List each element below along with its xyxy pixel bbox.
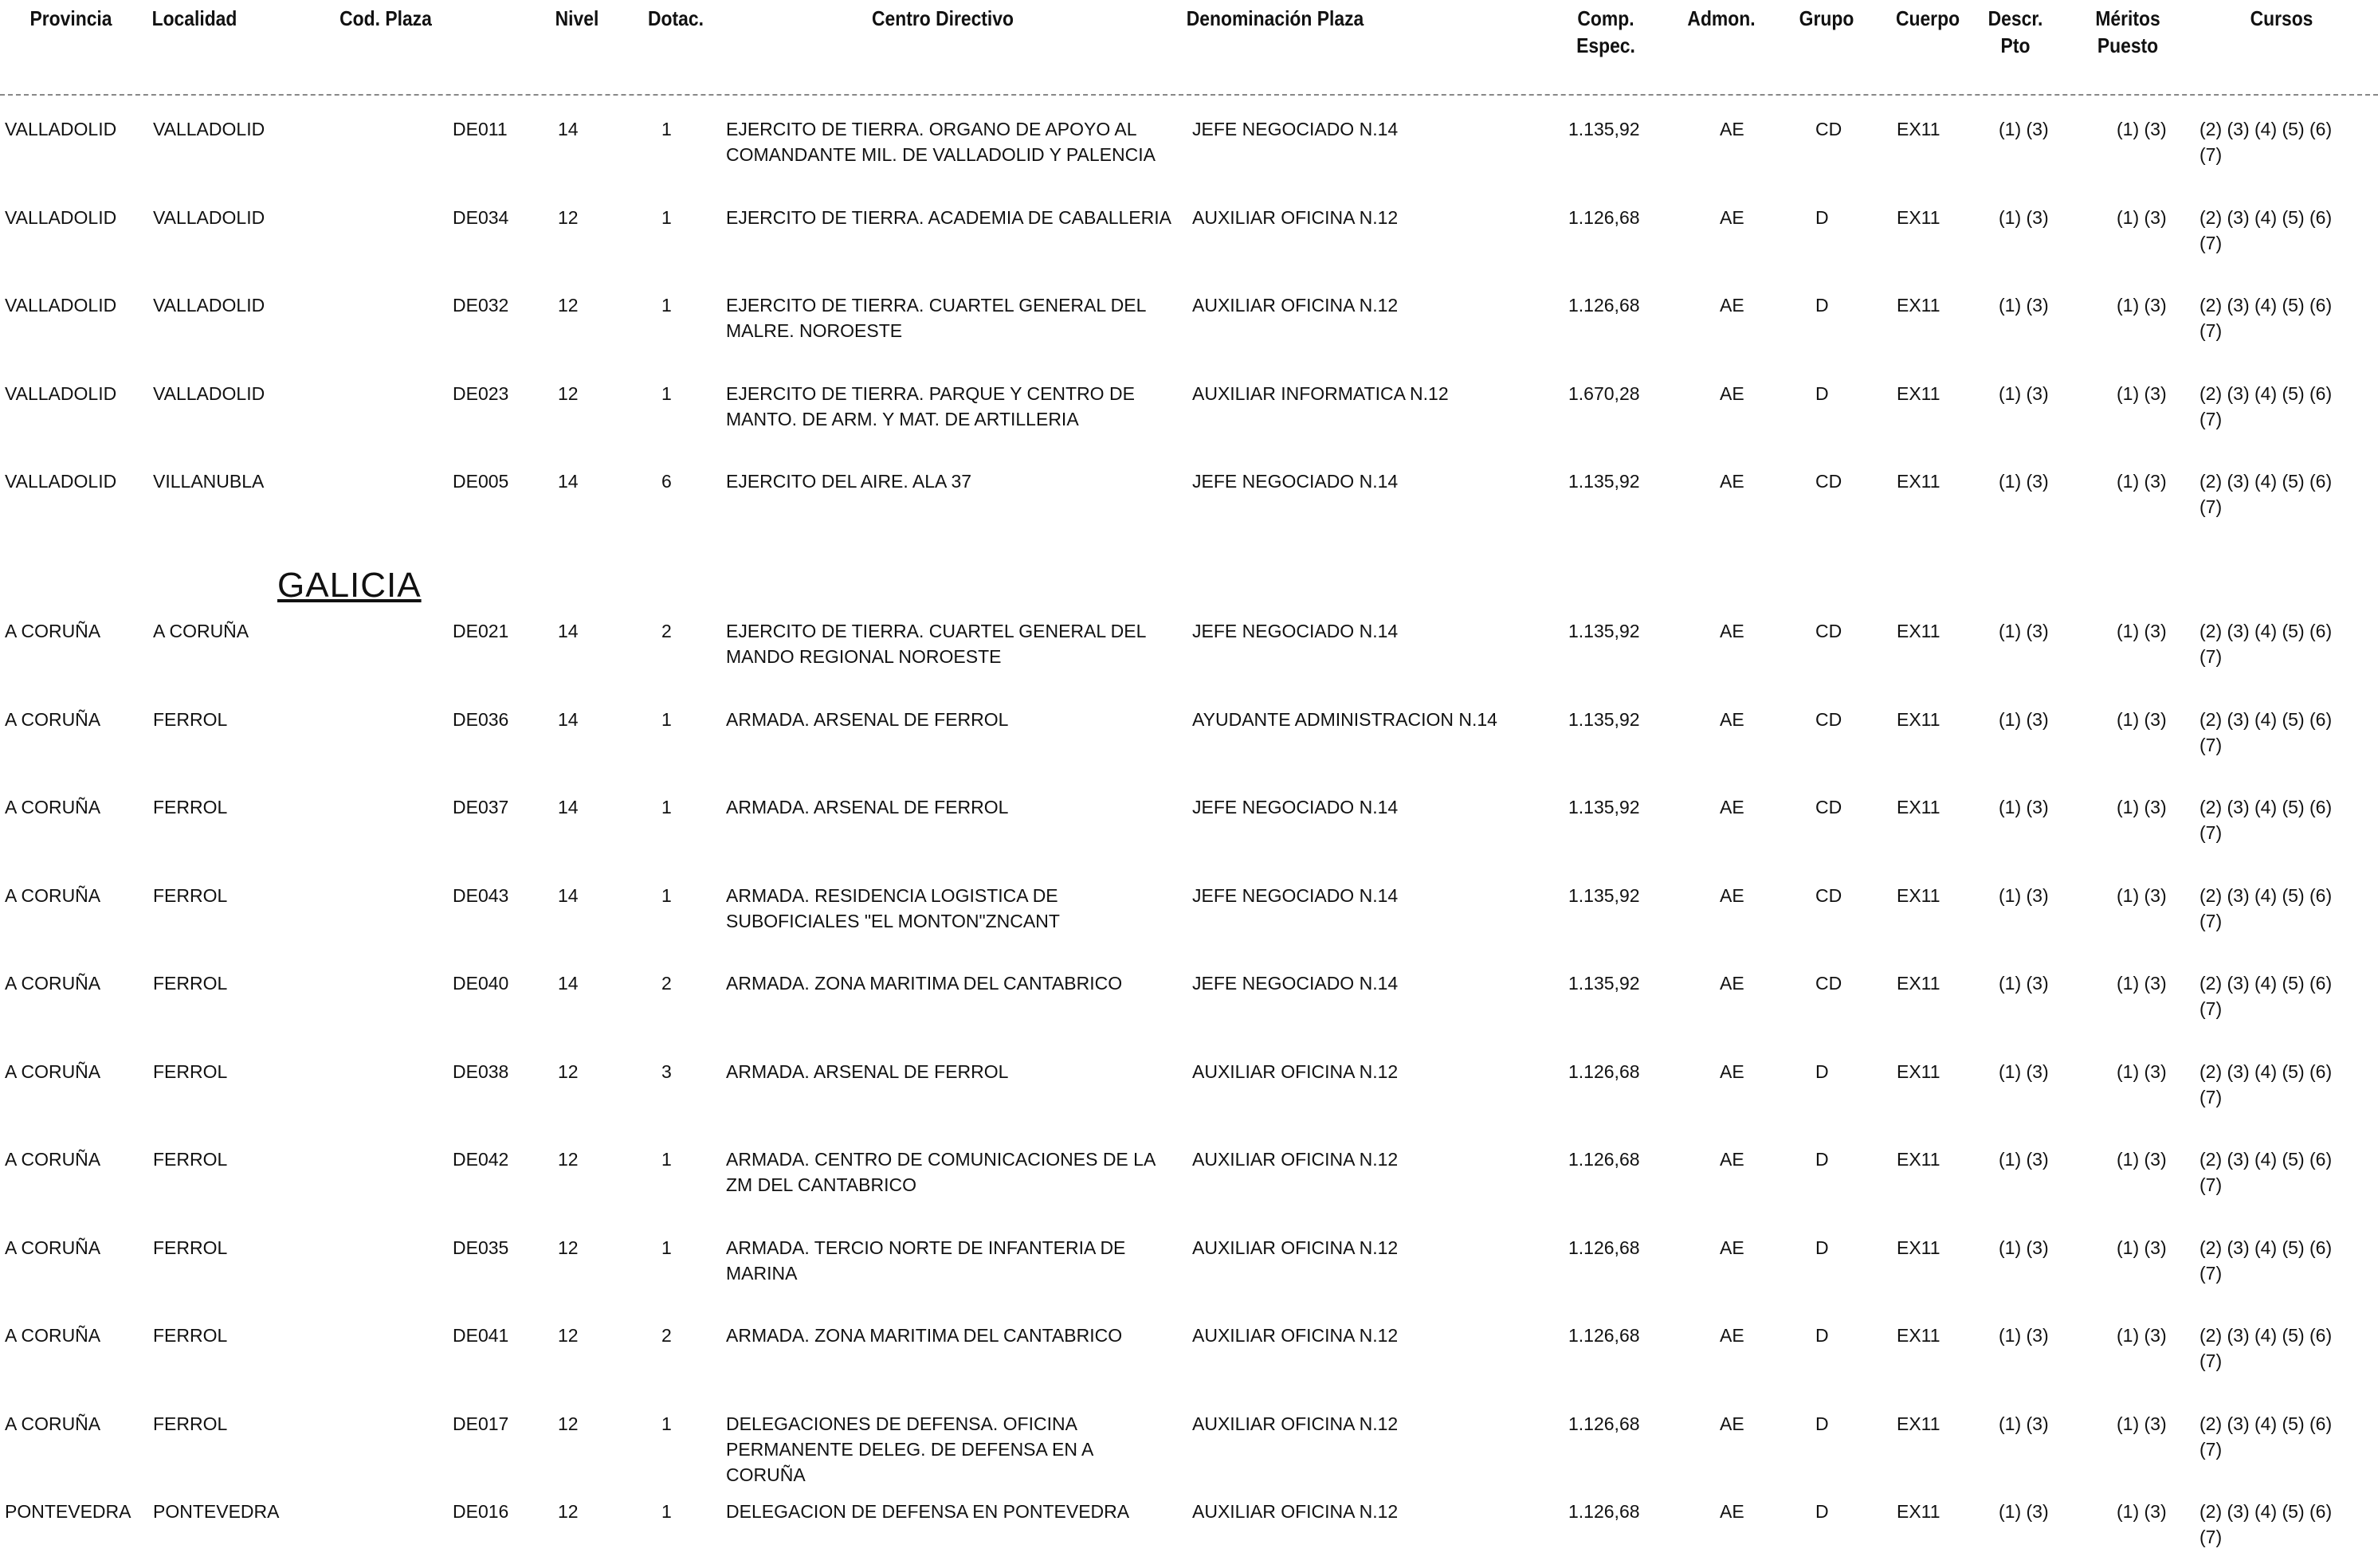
cell-descr-pto: (1) (3) <box>1999 1413 2049 1434</box>
cell-comp-espec: 1.126,68 <box>1568 1060 1640 1082</box>
cell-descr-pto: (1) (3) <box>1999 884 2049 906</box>
cell-provincia: VALLADOLID <box>5 471 117 492</box>
cell-cod-plaza: DE017 <box>453 1413 509 1434</box>
cell-provincia: A CORUÑA <box>5 884 101 906</box>
cell-meritos-puesto: (1) (3) <box>2117 973 2167 994</box>
cell-cuerpo: EX11 <box>1897 797 1940 817</box>
cell-meritos-puesto: (1) (3) <box>2117 884 2167 906</box>
cell-grupo: CD <box>1815 621 1842 641</box>
cell-nivel: 14 <box>558 119 579 139</box>
cell-cod-plaza: DE011 <box>453 119 508 139</box>
cell-admon: AE <box>1720 382 1744 404</box>
table-header <box>0 5 2378 61</box>
cell-centro-directivo: EJERCITO DE TIERRA. PARQUE Y CENTRO DE MANTO. DE ARM. Y MAT. DE ARTILLERIA <box>726 382 1135 429</box>
table-row <box>0 1059 2378 1110</box>
cell-provincia: A CORUÑA <box>5 621 101 641</box>
cell-denominacion-plaza: AYUDANTE ADMINISTRACION N.14 <box>1192 708 1497 730</box>
header-meritos-puesto: Méritos Puesto <box>2095 6 2160 57</box>
cell-dotac: 1 <box>661 119 672 139</box>
cell-provincia: A CORUÑA <box>5 1325 101 1346</box>
cell-centro-directivo: ARMADA. ARSENAL DE FERROL <box>726 708 1009 730</box>
table-row <box>0 1235 2378 1286</box>
cell-grupo: CD <box>1815 708 1842 730</box>
header-divider <box>0 94 2378 96</box>
cell-descr-pto: (1) (3) <box>1999 1501 2049 1522</box>
header-cursos: Cursos <box>2250 6 2313 30</box>
cell-provincia: A CORUÑA <box>5 708 101 730</box>
cell-cuerpo: EX11 <box>1897 1060 1940 1082</box>
cell-cursos: (2) (3) (4) (5) (6) (7) <box>2199 1501 2333 1547</box>
cell-grupo: CD <box>1815 973 1842 994</box>
header-localidad: Localidad <box>151 6 237 30</box>
header-provincia: Provincia <box>29 6 112 30</box>
cell-cursos: (2) (3) (4) (5) (6) (7) <box>2199 1149 2333 1195</box>
cell-provincia: VALLADOLID <box>5 382 117 404</box>
cell-admon: AE <box>1720 1060 1744 1082</box>
cell-cod-plaza: DE021 <box>453 621 509 641</box>
cell-comp-espec: 1.126,68 <box>1568 1325 1640 1346</box>
cell-cod-plaza: DE023 <box>453 382 509 404</box>
cell-dotac: 1 <box>661 1413 672 1434</box>
cell-nivel: 12 <box>558 1413 579 1434</box>
header-cuerpo: Cuerpo <box>1895 6 1960 30</box>
cell-denominacion-plaza: JEFE NEGOCIADO N.14 <box>1192 119 1399 139</box>
cell-cuerpo: EX11 <box>1897 382 1940 404</box>
cell-meritos-puesto: (1) (3) <box>2117 206 2167 228</box>
cell-grupo: D <box>1815 1149 1829 1170</box>
cell-cuerpo: EX11 <box>1897 119 1940 139</box>
cell-nivel: 12 <box>558 1237 579 1258</box>
cell-grupo: D <box>1815 1325 1829 1346</box>
cell-comp-espec: 1.126,68 <box>1568 206 1640 228</box>
cell-cod-plaza: DE005 <box>453 471 509 492</box>
cell-provincia: A CORUÑA <box>5 1413 101 1434</box>
cell-grupo: D <box>1815 295 1829 316</box>
cell-denominacion-plaza: JEFE NEGOCIADO N.14 <box>1192 471 1399 492</box>
cell-admon: AE <box>1720 1325 1744 1346</box>
cell-comp-espec: 1.135,92 <box>1568 884 1640 906</box>
cell-meritos-puesto: (1) (3) <box>2117 119 2167 139</box>
cell-cursos: (2) (3) (4) (5) (6) (7) <box>2199 708 2333 755</box>
header-comp-espec: Comp. Espec. <box>1576 6 1635 57</box>
table-row <box>0 292 2378 343</box>
table-row <box>0 707 2378 758</box>
cell-denominacion-plaza: AUXILIAR OFICINA N.12 <box>1192 206 1399 228</box>
cell-denominacion-plaza: JEFE NEGOCIADO N.14 <box>1192 973 1399 994</box>
table-row <box>0 1499 2378 1550</box>
cell-cursos: (2) (3) (4) (5) (6) (7) <box>2199 1413 2333 1460</box>
cell-meritos-puesto: (1) (3) <box>2117 797 2167 817</box>
cell-comp-espec: 1.135,92 <box>1568 471 1640 492</box>
cell-admon: AE <box>1720 295 1744 316</box>
cell-dotac: 1 <box>661 295 672 316</box>
cell-dotac: 3 <box>661 1060 672 1082</box>
cell-comp-espec: 1.135,92 <box>1568 973 1640 994</box>
cell-centro-directivo: ARMADA. ARSENAL DE FERROL <box>726 1060 1009 1082</box>
cell-provincia: VALLADOLID <box>5 119 117 139</box>
cell-nivel: 14 <box>558 973 579 994</box>
cell-admon: AE <box>1720 884 1744 906</box>
cell-dotac: 2 <box>661 973 672 994</box>
cell-cuerpo: EX11 <box>1897 1413 1940 1434</box>
table-row <box>0 381 2378 432</box>
cell-admon: AE <box>1720 621 1744 641</box>
cell-provincia: PONTEVEDRA <box>5 1501 131 1522</box>
cell-nivel: 12 <box>558 1149 579 1170</box>
cell-descr-pto: (1) (3) <box>1999 206 2049 228</box>
cell-cuerpo: EX11 <box>1897 295 1940 316</box>
cell-grupo: CD <box>1815 884 1842 906</box>
cell-dotac: 1 <box>661 708 672 730</box>
cell-denominacion-plaza: JEFE NEGOCIADO N.14 <box>1192 621 1399 641</box>
cell-cursos: (2) (3) (4) (5) (6) (7) <box>2199 471 2333 517</box>
header-cod-plaza: Cod. Plaza <box>339 6 432 30</box>
cell-comp-espec: 1.126,68 <box>1568 1149 1640 1170</box>
cell-cursos: (2) (3) (4) (5) (6) (7) <box>2199 1325 2333 1371</box>
cell-comp-espec: 1.126,68 <box>1568 1237 1640 1258</box>
table-row <box>0 1323 2378 1374</box>
cell-descr-pto: (1) (3) <box>1999 1149 2049 1170</box>
cell-admon: AE <box>1720 973 1744 994</box>
cell-admon: AE <box>1720 206 1744 228</box>
cell-denominacion-plaza: AUXILIAR OFICINA N.12 <box>1192 1060 1399 1082</box>
cell-comp-espec: 1.126,68 <box>1568 295 1640 316</box>
cell-dotac: 2 <box>661 621 672 641</box>
cell-meritos-puesto: (1) (3) <box>2117 1325 2167 1346</box>
cell-comp-espec: 1.135,92 <box>1568 621 1640 641</box>
cell-cuerpo: EX11 <box>1897 206 1940 228</box>
cell-admon: AE <box>1720 119 1744 139</box>
cell-cod-plaza: DE036 <box>453 708 509 730</box>
cell-dotac: 1 <box>661 1149 672 1170</box>
cell-cod-plaza: DE035 <box>453 1237 509 1258</box>
cell-cod-plaza: DE040 <box>453 973 509 994</box>
cell-nivel: 14 <box>558 797 579 817</box>
cell-grupo: D <box>1815 1060 1829 1082</box>
cell-dotac: 2 <box>661 1325 672 1346</box>
cell-centro-directivo: EJERCITO DE TIERRA. CUARTEL GENERAL DEL MALRE. NOROESTE <box>726 295 1146 341</box>
cell-cursos: (2) (3) (4) (5) (6) (7) <box>2199 1060 2333 1107</box>
cell-meritos-puesto: (1) (3) <box>2117 708 2167 730</box>
cell-admon: AE <box>1720 1413 1744 1434</box>
cell-localidad: FERROL <box>153 973 228 994</box>
cell-centro-directivo: EJERCITO DE TIERRA. CUARTEL GENERAL DEL MANDO REGIONAL NOROESTE <box>726 621 1146 667</box>
cell-denominacion-plaza: JEFE NEGOCIADO N.14 <box>1192 797 1399 817</box>
table-row <box>0 970 2378 1021</box>
cell-localidad: VILLANUBLA <box>153 471 265 492</box>
cell-localidad: VALLADOLID <box>153 295 265 316</box>
cell-comp-espec: 1.126,68 <box>1568 1413 1640 1434</box>
cell-dotac: 1 <box>661 206 672 228</box>
table-row <box>0 1411 2378 1485</box>
cell-centro-directivo: ARMADA. CENTRO DE COMUNICACIONES DE LA ZM DEL CANTABRICO <box>726 1149 1156 1195</box>
cell-descr-pto: (1) (3) <box>1999 973 2049 994</box>
cell-localidad: A CORUÑA <box>153 621 249 641</box>
cell-cod-plaza: DE038 <box>453 1060 509 1082</box>
cell-localidad: PONTEVEDRA <box>153 1501 280 1522</box>
cell-grupo: D <box>1815 1501 1829 1522</box>
cell-grupo: D <box>1815 1413 1829 1434</box>
cell-cuerpo: EX11 <box>1897 1325 1940 1346</box>
header-nivel: Nivel <box>555 6 599 30</box>
cell-denominacion-plaza: AUXILIAR OFICINA N.12 <box>1192 1325 1399 1346</box>
cell-nivel: 12 <box>558 206 579 228</box>
cell-comp-espec: 1.135,92 <box>1568 708 1640 730</box>
cell-cuerpo: EX11 <box>1897 884 1940 906</box>
cell-descr-pto: (1) (3) <box>1999 119 2049 139</box>
header-dotac: Dotac. <box>648 6 704 30</box>
cell-centro-directivo: DELEGACIONES DE DEFENSA. OFICINA PERMANENTE DELEG. DE DEFENSA EN A CORUÑA <box>726 1413 1093 1485</box>
cell-nivel: 14 <box>558 884 579 906</box>
cell-localidad: FERROL <box>153 708 228 730</box>
cell-admon: AE <box>1720 471 1744 492</box>
header-centro-directivo: Centro Directivo <box>871 6 1014 30</box>
cell-meritos-puesto: (1) (3) <box>2117 382 2167 404</box>
cell-cursos: (2) (3) (4) (5) (6) (7) <box>2199 1237 2333 1284</box>
cell-comp-espec: 1.135,92 <box>1568 797 1640 817</box>
cell-admon: AE <box>1720 1237 1744 1258</box>
cell-grupo: CD <box>1815 797 1842 817</box>
cell-provincia: A CORUÑA <box>5 973 101 994</box>
cell-meritos-puesto: (1) (3) <box>2117 1237 2167 1258</box>
cell-grupo: D <box>1815 1237 1829 1258</box>
cell-comp-espec: 1.135,92 <box>1568 119 1640 139</box>
cell-cuerpo: EX11 <box>1897 708 1940 730</box>
header-admon: Admon. <box>1687 6 1756 30</box>
section-title: GALICIA <box>277 566 422 605</box>
cell-localidad: FERROL <box>153 1149 228 1170</box>
cell-admon: AE <box>1720 797 1744 817</box>
cell-centro-directivo: EJERCITO DE TIERRA. ACADEMIA DE CABALLERIA <box>726 206 1171 228</box>
cell-meritos-puesto: (1) (3) <box>2117 1501 2167 1522</box>
cell-admon: AE <box>1720 708 1744 730</box>
cell-cursos: (2) (3) (4) (5) (6) (7) <box>2199 884 2333 931</box>
cell-comp-espec: 1.126,68 <box>1568 1501 1640 1522</box>
cell-centro-directivo: ARMADA. ARSENAL DE FERROL <box>726 797 1009 817</box>
header-grupo: Grupo <box>1799 6 1854 30</box>
cell-descr-pto: (1) (3) <box>1999 471 2049 492</box>
table-row <box>0 618 2378 669</box>
cell-cod-plaza: DE032 <box>453 295 509 316</box>
cell-cuerpo: EX11 <box>1897 621 1940 641</box>
cell-comp-espec: 1.670,28 <box>1568 382 1640 404</box>
cell-centro-directivo: ARMADA. TERCIO NORTE DE INFANTERIA DE MARINA <box>726 1237 1126 1284</box>
cell-descr-pto: (1) (3) <box>1999 382 2049 404</box>
cell-meritos-puesto: (1) (3) <box>2117 471 2167 492</box>
cell-meritos-puesto: (1) (3) <box>2117 1060 2167 1082</box>
header-denominacion-plaza: Denominación Plaza <box>1186 6 1364 30</box>
cell-provincia: A CORUÑA <box>5 797 101 817</box>
cell-nivel: 12 <box>558 1325 579 1346</box>
cell-cod-plaza: DE041 <box>453 1325 509 1346</box>
cell-localidad: FERROL <box>153 1325 228 1346</box>
cell-centro-directivo: DELEGACION DE DEFENSA EN PONTEVEDRA <box>726 1501 1130 1522</box>
cell-descr-pto: (1) (3) <box>1999 621 2049 641</box>
cell-dotac: 1 <box>661 1237 672 1258</box>
cell-denominacion-plaza: AUXILIAR OFICINA N.12 <box>1192 1237 1399 1258</box>
cell-descr-pto: (1) (3) <box>1999 1237 2049 1258</box>
cell-descr-pto: (1) (3) <box>1999 295 2049 316</box>
cell-descr-pto: (1) (3) <box>1999 797 2049 817</box>
cell-cursos: (2) (3) (4) (5) (6) (7) <box>2199 119 2333 165</box>
cell-nivel: 12 <box>558 382 579 404</box>
cell-cod-plaza: DE042 <box>453 1149 509 1170</box>
cell-localidad: VALLADOLID <box>153 119 265 139</box>
cell-descr-pto: (1) (3) <box>1999 1060 2049 1082</box>
cell-localidad: FERROL <box>153 1060 228 1082</box>
cell-centro-directivo: EJERCITO DEL AIRE. ALA 37 <box>726 471 972 492</box>
cell-localidad: FERROL <box>153 884 228 906</box>
cell-cursos: (2) (3) (4) (5) (6) (7) <box>2199 973 2333 1019</box>
cell-cursos: (2) (3) (4) (5) (6) (7) <box>2199 621 2333 667</box>
cell-descr-pto: (1) (3) <box>1999 708 2049 730</box>
cell-cuerpo: EX11 <box>1897 471 1940 492</box>
cell-localidad: VALLADOLID <box>153 206 265 228</box>
cell-localidad: FERROL <box>153 1413 228 1434</box>
table-row <box>0 116 2378 167</box>
cell-cursos: (2) (3) (4) (5) (6) (7) <box>2199 206 2333 253</box>
cell-denominacion-plaza: JEFE NEGOCIADO N.14 <box>1192 884 1399 906</box>
cell-grupo: CD <box>1815 471 1842 492</box>
table-row <box>0 1147 2378 1198</box>
cell-cuerpo: EX11 <box>1897 1501 1940 1522</box>
cell-cod-plaza: DE043 <box>453 884 509 906</box>
table-row <box>0 883 2378 934</box>
cell-admon: AE <box>1720 1149 1744 1170</box>
cell-meritos-puesto: (1) (3) <box>2117 621 2167 641</box>
cell-denominacion-plaza: AUXILIAR OFICINA N.12 <box>1192 1149 1399 1170</box>
cell-dotac: 1 <box>661 797 672 817</box>
cell-localidad: VALLADOLID <box>153 382 265 404</box>
cell-denominacion-plaza: AUXILIAR OFICINA N.12 <box>1192 295 1399 316</box>
cell-meritos-puesto: (1) (3) <box>2117 295 2167 316</box>
cell-provincia: A CORUÑA <box>5 1060 101 1082</box>
cell-nivel: 12 <box>558 1060 579 1082</box>
cell-cod-plaza: DE016 <box>453 1501 509 1522</box>
cell-grupo: D <box>1815 382 1829 404</box>
cell-centro-directivo: ARMADA. RESIDENCIA LOGISTICA DE SUBOFICIALES "EL MONTON"ZNCANT <box>726 884 1060 931</box>
cell-cursos: (2) (3) (4) (5) (6) (7) <box>2199 797 2333 843</box>
cell-nivel: 12 <box>558 295 579 316</box>
cell-cuerpo: EX11 <box>1897 973 1940 994</box>
cell-dotac: 1 <box>661 382 672 404</box>
cell-cursos: (2) (3) (4) (5) (6) (7) <box>2199 295 2333 341</box>
cell-centro-directivo: EJERCITO DE TIERRA. ORGANO DE APOYO AL COMANDANTE MIL. DE VALLADOLID Y PALENCIA <box>726 119 1156 165</box>
table-row <box>0 468 2378 519</box>
cell-localidad: FERROL <box>153 797 228 817</box>
cell-centro-directivo: ARMADA. ZONA MARITIMA DEL CANTABRICO <box>726 1325 1123 1346</box>
header-descr-pto: Descr. Pto <box>1988 6 2043 57</box>
cell-provincia: A CORUÑA <box>5 1149 101 1170</box>
cell-cuerpo: EX11 <box>1897 1237 1940 1258</box>
cell-cuerpo: EX11 <box>1897 1149 1940 1170</box>
cell-descr-pto: (1) (3) <box>1999 1325 2049 1346</box>
cell-meritos-puesto: (1) (3) <box>2117 1149 2167 1170</box>
cell-cod-plaza: DE034 <box>453 206 509 228</box>
cell-grupo: CD <box>1815 119 1842 139</box>
cell-dotac: 6 <box>661 471 672 492</box>
cell-cod-plaza: DE037 <box>453 797 509 817</box>
cell-cursos: (2) (3) (4) (5) (6) (7) <box>2199 382 2333 429</box>
cell-nivel: 14 <box>558 471 579 492</box>
cell-nivel: 14 <box>558 708 579 730</box>
cell-denominacion-plaza: AUXILIAR OFICINA N.12 <box>1192 1501 1399 1522</box>
table-row <box>0 205 2378 256</box>
cell-provincia: VALLADOLID <box>5 295 117 316</box>
cell-provincia: VALLADOLID <box>5 206 117 228</box>
cell-nivel: 12 <box>558 1501 579 1522</box>
cell-admon: AE <box>1720 1501 1744 1522</box>
cell-centro-directivo: ARMADA. ZONA MARITIMA DEL CANTABRICO <box>726 973 1123 994</box>
cell-provincia: A CORUÑA <box>5 1237 101 1258</box>
cell-meritos-puesto: (1) (3) <box>2117 1413 2167 1434</box>
table-row <box>0 794 2378 845</box>
cell-localidad: FERROL <box>153 1237 228 1258</box>
cell-dotac: 1 <box>661 1501 672 1522</box>
cell-dotac: 1 <box>661 884 672 906</box>
cell-nivel: 14 <box>558 621 579 641</box>
cell-denominacion-plaza: AUXILIAR OFICINA N.12 <box>1192 1413 1399 1434</box>
cell-grupo: D <box>1815 206 1829 228</box>
cell-denominacion-plaza: AUXILIAR INFORMATICA N.12 <box>1192 382 1449 404</box>
